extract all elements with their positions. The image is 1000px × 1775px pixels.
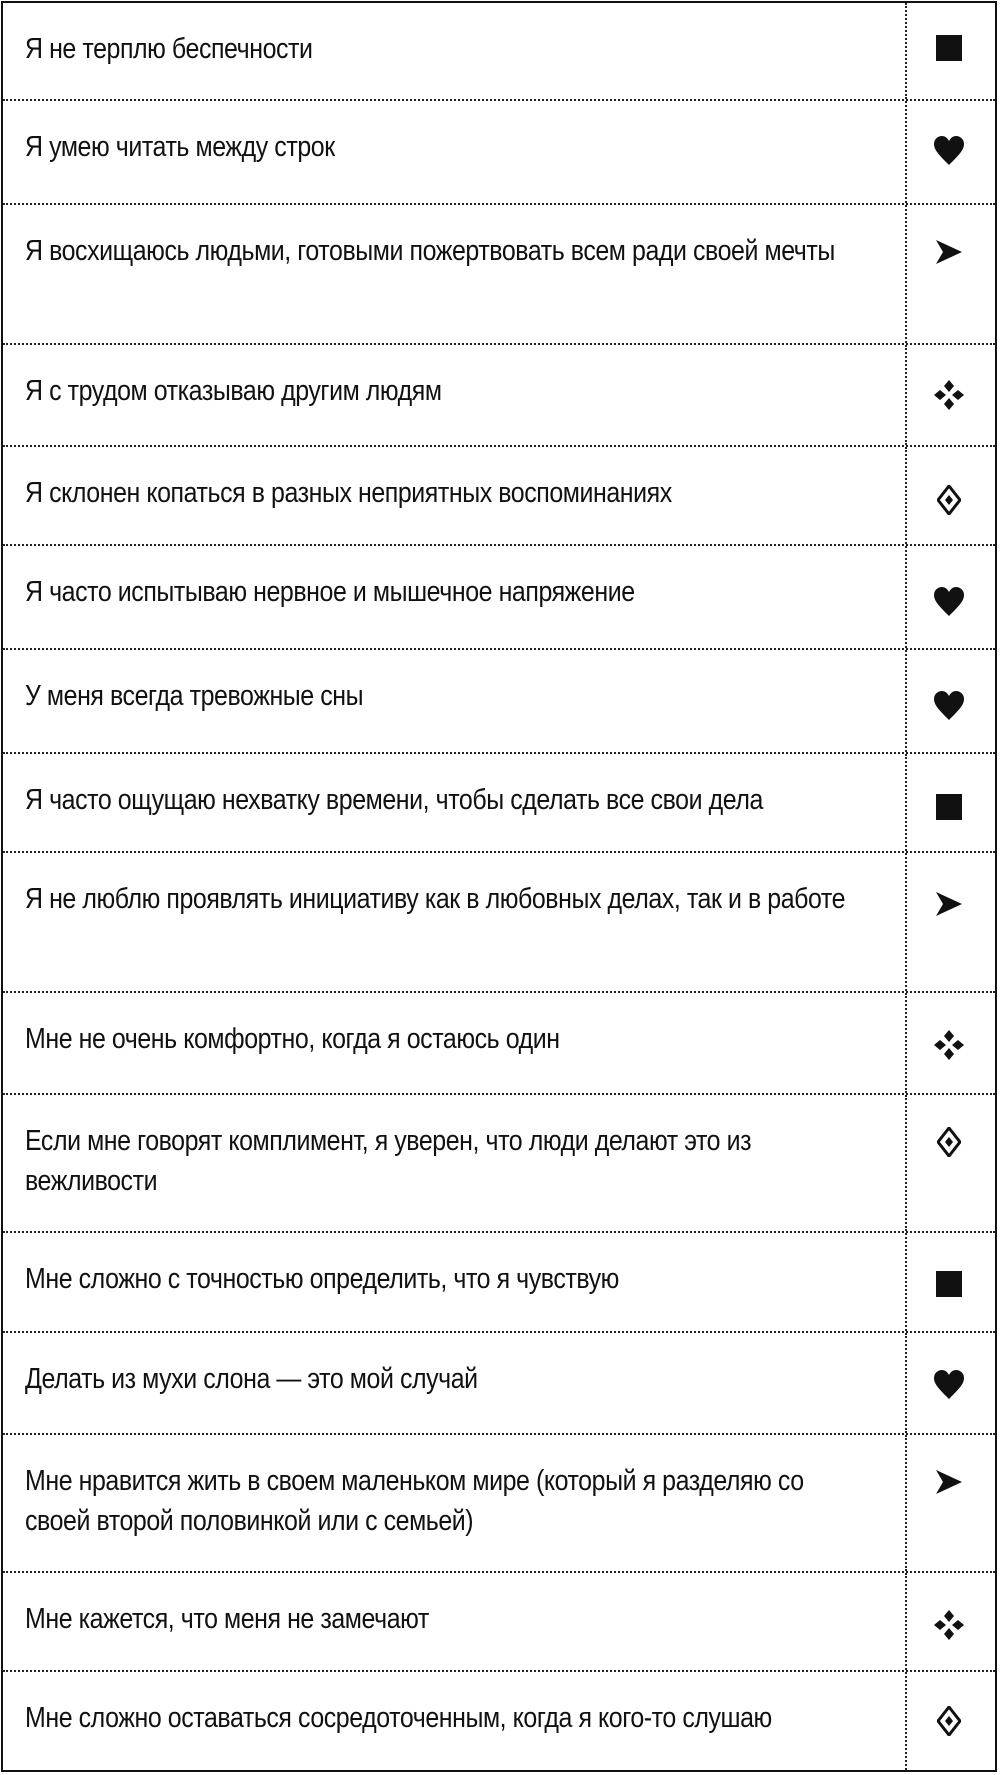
statement-text: Я с трудом отказываю другим людям bbox=[25, 375, 442, 407]
diamond-outline-icon bbox=[923, 1127, 975, 1171]
table-row bbox=[3, 1095, 995, 1233]
column-divider bbox=[905, 205, 907, 343]
arrowhead-icon bbox=[923, 891, 975, 935]
four-diamonds-icon bbox=[923, 1609, 975, 1653]
column-divider bbox=[905, 1672, 907, 1770]
table-row bbox=[3, 993, 995, 1095]
column-divider bbox=[905, 853, 907, 991]
table-row bbox=[3, 546, 995, 650]
column-divider bbox=[905, 1435, 907, 1571]
four-diamonds-icon bbox=[923, 379, 975, 423]
table-row bbox=[3, 1435, 995, 1573]
table-row bbox=[3, 754, 995, 853]
arrowhead-icon bbox=[923, 239, 975, 283]
table-row bbox=[3, 650, 995, 754]
column-divider bbox=[905, 3, 907, 99]
column-divider bbox=[905, 101, 907, 203]
column-divider bbox=[905, 1095, 907, 1231]
statement-text: Мне кажется, что меня не замечают bbox=[25, 1603, 429, 1635]
table-row bbox=[3, 447, 995, 546]
column-divider bbox=[905, 1233, 907, 1331]
column-divider bbox=[905, 1573, 907, 1670]
column-divider bbox=[905, 993, 907, 1093]
statement-text: Мне сложно оставаться сосредоточенным, когда я кого-то слушаю bbox=[25, 1702, 772, 1734]
column-divider bbox=[905, 345, 907, 445]
table-row bbox=[3, 205, 995, 345]
statement-text: Я часто испытываю нервное и мышечное напряжение bbox=[25, 576, 635, 608]
statement-text: Мне нравится жить в своем маленьком мире (который я разделяю со своей второй половинкой или с семьей) bbox=[25, 1465, 804, 1537]
arrowhead-icon bbox=[923, 1469, 975, 1513]
column-divider bbox=[905, 754, 907, 851]
square-icon bbox=[923, 33, 975, 77]
statement-text: У меня всегда тревожные сны bbox=[25, 680, 364, 712]
statement-text: Если мне говорят комплимент, я уверен, что люди делают это из вежливости bbox=[25, 1125, 752, 1197]
table-row bbox=[3, 345, 995, 447]
table-row bbox=[3, 3, 995, 101]
statement-text: Я часто ощущаю нехватку времени, чтобы сделать все свои дела bbox=[25, 784, 763, 816]
column-divider bbox=[905, 1333, 907, 1433]
statement-text: Я не терплю беспечности bbox=[25, 33, 313, 65]
statements-table bbox=[1, 1, 997, 1772]
column-divider bbox=[905, 650, 907, 752]
table-row bbox=[3, 1233, 995, 1333]
heart-icon bbox=[923, 586, 975, 630]
heart-icon bbox=[923, 135, 975, 179]
statement-text: Я не люблю проявлять инициативу как в любовных делах, так и в работе bbox=[25, 883, 846, 915]
statement-text: Я восхищаюсь людьми, готовыми пожертвовать всем ради своей мечты bbox=[25, 235, 835, 267]
statement-text: Я склонен копаться в разных неприятных воспоминаниях bbox=[25, 477, 672, 509]
heart-icon bbox=[923, 690, 975, 734]
statement-text: Делать из мухи слона — это мой случай bbox=[25, 1363, 478, 1395]
table-row bbox=[3, 853, 995, 993]
statement-text: Мне не очень комфортно, когда я остаюсь один bbox=[25, 1023, 560, 1055]
square-icon bbox=[923, 792, 975, 836]
diamond-outline-icon bbox=[923, 1706, 975, 1750]
statement-text: Мне сложно с точностью определить, что я чувствую bbox=[25, 1263, 619, 1295]
four-diamonds-icon bbox=[923, 1029, 975, 1073]
statement-text: Я умею читать между строк bbox=[25, 131, 335, 163]
table-row bbox=[3, 1573, 995, 1672]
diamond-outline-icon bbox=[923, 485, 975, 529]
table-row bbox=[3, 101, 995, 205]
heart-icon bbox=[923, 1369, 975, 1413]
table-row bbox=[3, 1333, 995, 1435]
square-icon bbox=[923, 1269, 975, 1313]
column-divider bbox=[905, 546, 907, 648]
table-row bbox=[3, 1672, 995, 1770]
column-divider bbox=[905, 447, 907, 544]
